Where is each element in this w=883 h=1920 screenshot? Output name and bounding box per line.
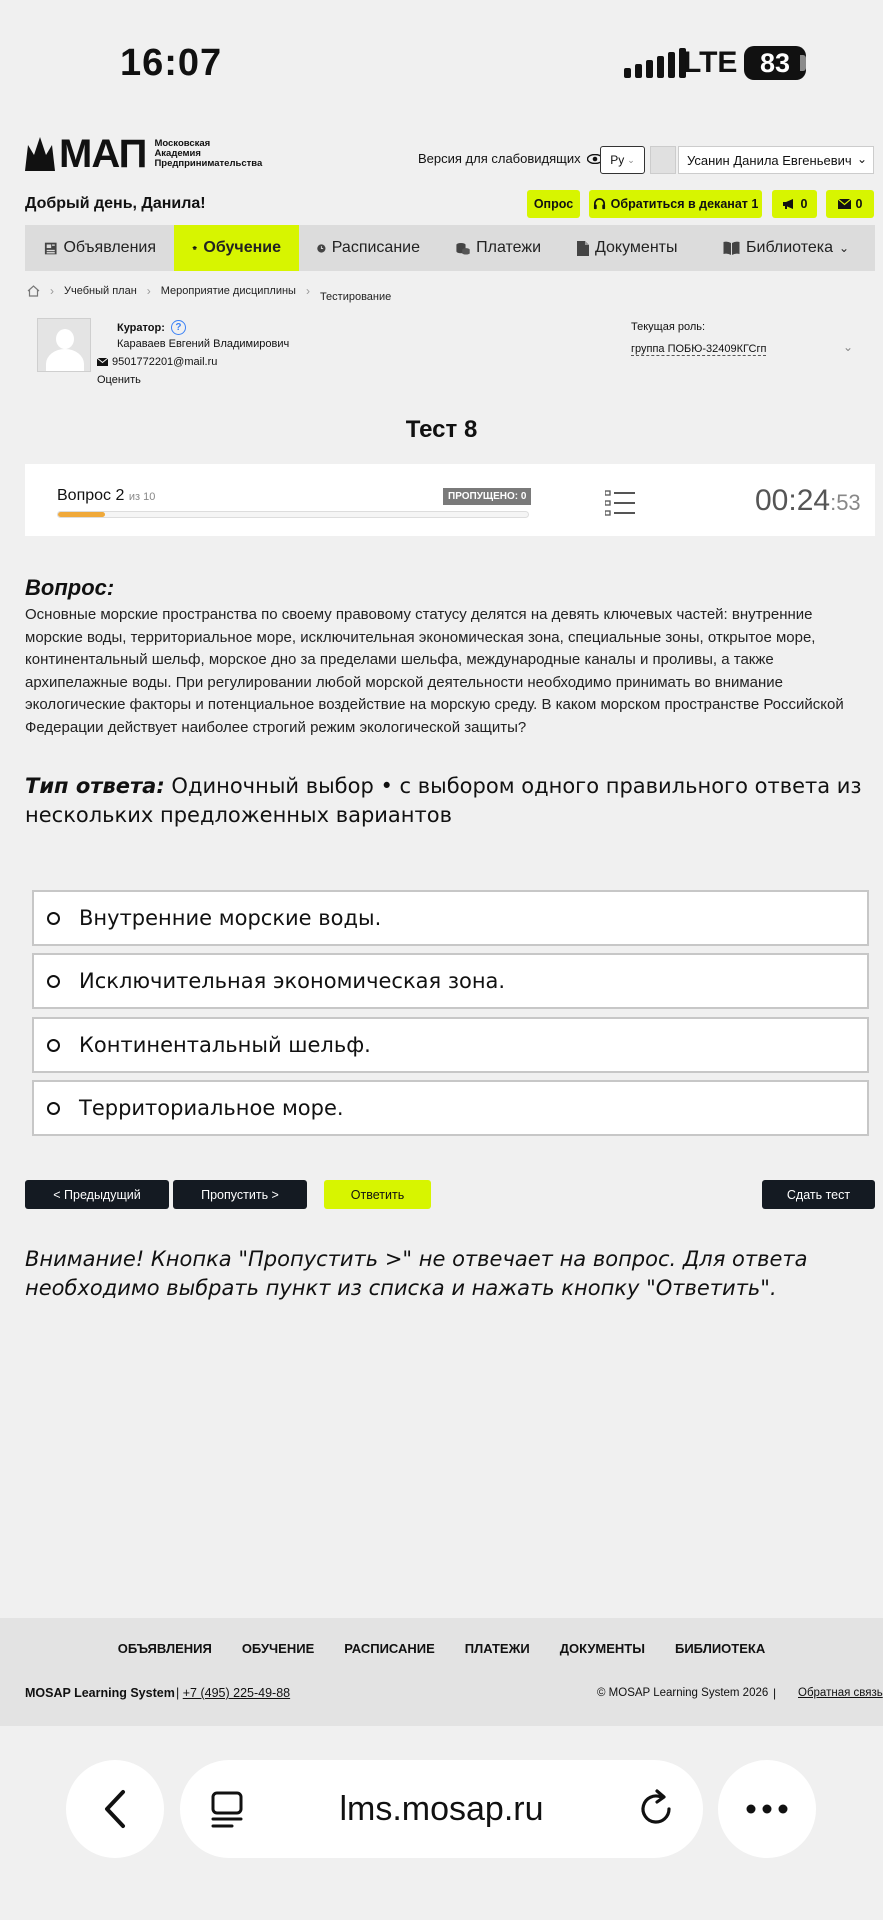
language-value: Ру bbox=[610, 153, 625, 167]
clock-icon bbox=[317, 241, 326, 256]
crown-logo-icon bbox=[25, 137, 55, 171]
envelope-icon bbox=[838, 199, 851, 209]
chevron-right-icon: › bbox=[305, 284, 310, 298]
progress-bar bbox=[57, 511, 529, 518]
user-avatar bbox=[650, 146, 676, 174]
user-name: Усанин Данила Евгеньевич bbox=[687, 152, 852, 168]
nav-label: Объявления bbox=[63, 239, 156, 256]
previous-button[interactable]: < Предыдущий bbox=[25, 1180, 169, 1209]
megaphone-icon bbox=[782, 198, 796, 210]
curator-avatar bbox=[37, 318, 91, 372]
chevron-down-icon[interactable]: ⌄ bbox=[843, 340, 854, 354]
newspaper-icon bbox=[44, 241, 57, 256]
status-bar bbox=[0, 0, 883, 125]
status-time: 16:07 bbox=[120, 42, 223, 84]
home-icon[interactable] bbox=[27, 285, 40, 297]
signal-icon bbox=[624, 48, 686, 78]
answer-option[interactable] bbox=[32, 1017, 869, 1073]
answer-option-label: Континентальный шельф. bbox=[79, 1033, 371, 1057]
accessibility-link[interactable] bbox=[418, 151, 603, 166]
question-number: Вопрос 2 bbox=[57, 487, 125, 504]
back-button[interactable] bbox=[66, 1760, 164, 1858]
test-title: Тест 8 bbox=[405, 416, 478, 443]
chevron-right-icon: › bbox=[146, 284, 151, 298]
messages-count: 0 bbox=[855, 197, 863, 211]
skipped-badge: ПРОПУЩЕНО: 0 bbox=[443, 488, 531, 505]
announcements-count: 0 bbox=[800, 197, 808, 211]
feedback-link[interactable]: Обратная связь bbox=[798, 1687, 883, 1699]
headset-icon bbox=[593, 198, 606, 211]
nav-item-learning[interactable] bbox=[174, 225, 299, 271]
timer-main: 00:24 bbox=[755, 484, 831, 517]
footer-link[interactable]: ДОКУМЕНТЫ bbox=[559, 1641, 645, 1656]
more-button[interactable] bbox=[718, 1760, 816, 1858]
nav-item-documents[interactable] bbox=[559, 225, 705, 271]
radio-button[interactable] bbox=[47, 1102, 60, 1115]
timer bbox=[755, 484, 861, 518]
question-counter bbox=[57, 487, 155, 505]
breadcrumb-item: Тестирование bbox=[319, 291, 392, 303]
curator-name: Караваев Евгений Владимирович bbox=[117, 338, 290, 350]
footer-phone-sep: | bbox=[176, 1686, 180, 1700]
address-bar[interactable] bbox=[180, 1760, 703, 1858]
answer-option[interactable] bbox=[32, 890, 869, 946]
breadcrumb-item[interactable]: Мероприятие дисциплины bbox=[160, 285, 296, 297]
browser-toolbar bbox=[0, 1726, 883, 1920]
footer-link[interactable]: ОБУЧЕНИЕ bbox=[241, 1641, 315, 1656]
footer-link[interactable]: ОБЪЯВЛЕНИЯ bbox=[117, 1641, 212, 1656]
survey-button[interactable] bbox=[527, 190, 580, 218]
messages-button[interactable] bbox=[826, 190, 874, 218]
nav-label: Расписание bbox=[331, 239, 420, 256]
logo-subtitle: Московская Академия Предпринимательства bbox=[154, 138, 263, 169]
more-dots-icon bbox=[746, 1804, 788, 1814]
footer bbox=[0, 1618, 883, 1726]
chevron-left-icon bbox=[103, 1789, 127, 1829]
survey-label: Опрос bbox=[533, 197, 574, 211]
progress-fill bbox=[58, 512, 105, 517]
nav-item-schedule[interactable] bbox=[299, 225, 438, 271]
answer-option-label: Исключительная экономическая зона. bbox=[79, 969, 506, 993]
announcements-button[interactable] bbox=[772, 190, 817, 218]
nav-label: Документы bbox=[595, 239, 678, 256]
footer-separator: | bbox=[773, 1686, 777, 1700]
answer-option[interactable] bbox=[32, 953, 869, 1009]
question-text: Основные морские пространства по своему правовому статусу делятся на девять ключевых частей: внутренние морские воды, территориальное море, исключительная экономическая зона, специальные зоны, открытое море, континентальный шельф, морское дно за пределами шельфа, международные каналы и проливы, а также архипелажные воды. При регулировании любой морской деятельности необходимо принимать во внимание экологические факторы и потенциальное воздействие на морскую среду. В каком морском пространстве Российской Федерации действует наиболее строгий режим экологической защиты? bbox=[25, 606, 844, 736]
question-progress-panel bbox=[25, 464, 875, 536]
answer-type-value: Одиночный выбор • с выбором одного правильного ответа из нескольких предложенных вариантов bbox=[25, 774, 862, 827]
battery-cap bbox=[800, 55, 806, 71]
question-total: из 10 bbox=[128, 491, 156, 503]
question-heading: Вопрос: bbox=[25, 575, 115, 600]
skip-button[interactable]: Пропустить > bbox=[173, 1180, 307, 1209]
breadcrumb-item[interactable]: Учебный план bbox=[64, 285, 137, 297]
radio-button[interactable] bbox=[47, 1039, 60, 1052]
warning-text: Внимание! Кнопка "Пропустить >" не отвечает на вопрос. Для ответа необходимо выбрать пункт из списка и нажать кнопку "Ответить". bbox=[25, 1247, 808, 1300]
role-label: Текущая роль: bbox=[631, 321, 706, 333]
curator-label: Куратор: bbox=[117, 321, 165, 334]
url-text: lms.mosap.ru bbox=[339, 1790, 544, 1828]
radio-button[interactable] bbox=[47, 975, 60, 988]
footer-brand: MOSAP Learning System bbox=[25, 1686, 175, 1700]
chevron-down-icon: ⌄ bbox=[627, 154, 635, 165]
answer-option-label: Внутренние морские воды. bbox=[79, 906, 382, 930]
footer-copyright: © MOSAP Learning System 2026 bbox=[597, 1687, 769, 1699]
file-icon bbox=[577, 241, 589, 256]
question-circle-icon[interactable]: ? bbox=[171, 320, 186, 335]
graduation-cap-icon bbox=[192, 241, 197, 255]
book-icon bbox=[723, 241, 740, 255]
logo-text: МАП bbox=[59, 132, 147, 176]
dean-contact-label: Обратиться в деканат 1 bbox=[610, 197, 759, 211]
timer-seconds: :53 bbox=[830, 490, 861, 515]
chevron-down-icon: ⌄ bbox=[856, 152, 867, 166]
chevron-right-icon: › bbox=[50, 284, 54, 298]
chevron-down-icon: ⌄ bbox=[839, 241, 850, 255]
answer-type-label: Тип ответа: bbox=[25, 774, 165, 798]
nav-label: Библиотека bbox=[746, 239, 833, 256]
dean-contact-button[interactable] bbox=[589, 190, 762, 218]
accessibility-label: Версия для слабовидящих bbox=[418, 151, 581, 166]
language-select[interactable] bbox=[600, 146, 645, 174]
footer-link[interactable]: БИБЛИОТЕКА bbox=[674, 1641, 766, 1656]
envelope-icon bbox=[97, 358, 108, 366]
nav-label: Платежи bbox=[476, 239, 541, 256]
footer-nav bbox=[0, 1641, 883, 1656]
greeting: Добрый день, Данила! bbox=[25, 195, 206, 212]
breadcrumb bbox=[27, 284, 392, 303]
curator-label-row bbox=[117, 320, 186, 335]
nav-item-library[interactable] bbox=[705, 225, 873, 271]
main-nav bbox=[25, 225, 875, 271]
answer-option[interactable] bbox=[32, 1080, 869, 1136]
rate-curator-link[interactable]: Оценить bbox=[97, 374, 141, 386]
answer-button[interactable]: Ответить bbox=[324, 1180, 431, 1209]
footer-phone-row bbox=[176, 1686, 290, 1700]
curator-email-row[interactable] bbox=[97, 356, 217, 368]
footer-phone[interactable]: +7 (495) 225-49-88 bbox=[182, 1686, 291, 1700]
coins-icon bbox=[456, 241, 470, 256]
network-label: LTE bbox=[683, 46, 738, 79]
role-select[interactable]: группа ПОБЮ-32409КГСгп bbox=[631, 343, 767, 355]
nav-label: Обучение bbox=[203, 239, 281, 256]
logo[interactable] bbox=[25, 134, 262, 174]
question-list-icon[interactable] bbox=[605, 490, 635, 516]
curator-email: 9501772201@mail.ru bbox=[112, 356, 218, 368]
answer-type bbox=[25, 772, 873, 830]
nav-item-announcements[interactable] bbox=[25, 225, 174, 271]
submit-test-button[interactable]: Сдать тест bbox=[762, 1180, 875, 1209]
footer-link[interactable]: РАСПИСАНИЕ bbox=[344, 1641, 435, 1656]
footer-link[interactable]: ПЛАТЕЖИ bbox=[464, 1641, 530, 1656]
reload-icon[interactable] bbox=[639, 1789, 675, 1827]
user-menu[interactable] bbox=[678, 146, 874, 174]
nav-item-payments[interactable] bbox=[438, 225, 559, 271]
battery-icon: 83 bbox=[744, 46, 806, 80]
answer-option-label: Территориальное море. bbox=[79, 1096, 344, 1120]
radio-button[interactable] bbox=[47, 912, 60, 925]
